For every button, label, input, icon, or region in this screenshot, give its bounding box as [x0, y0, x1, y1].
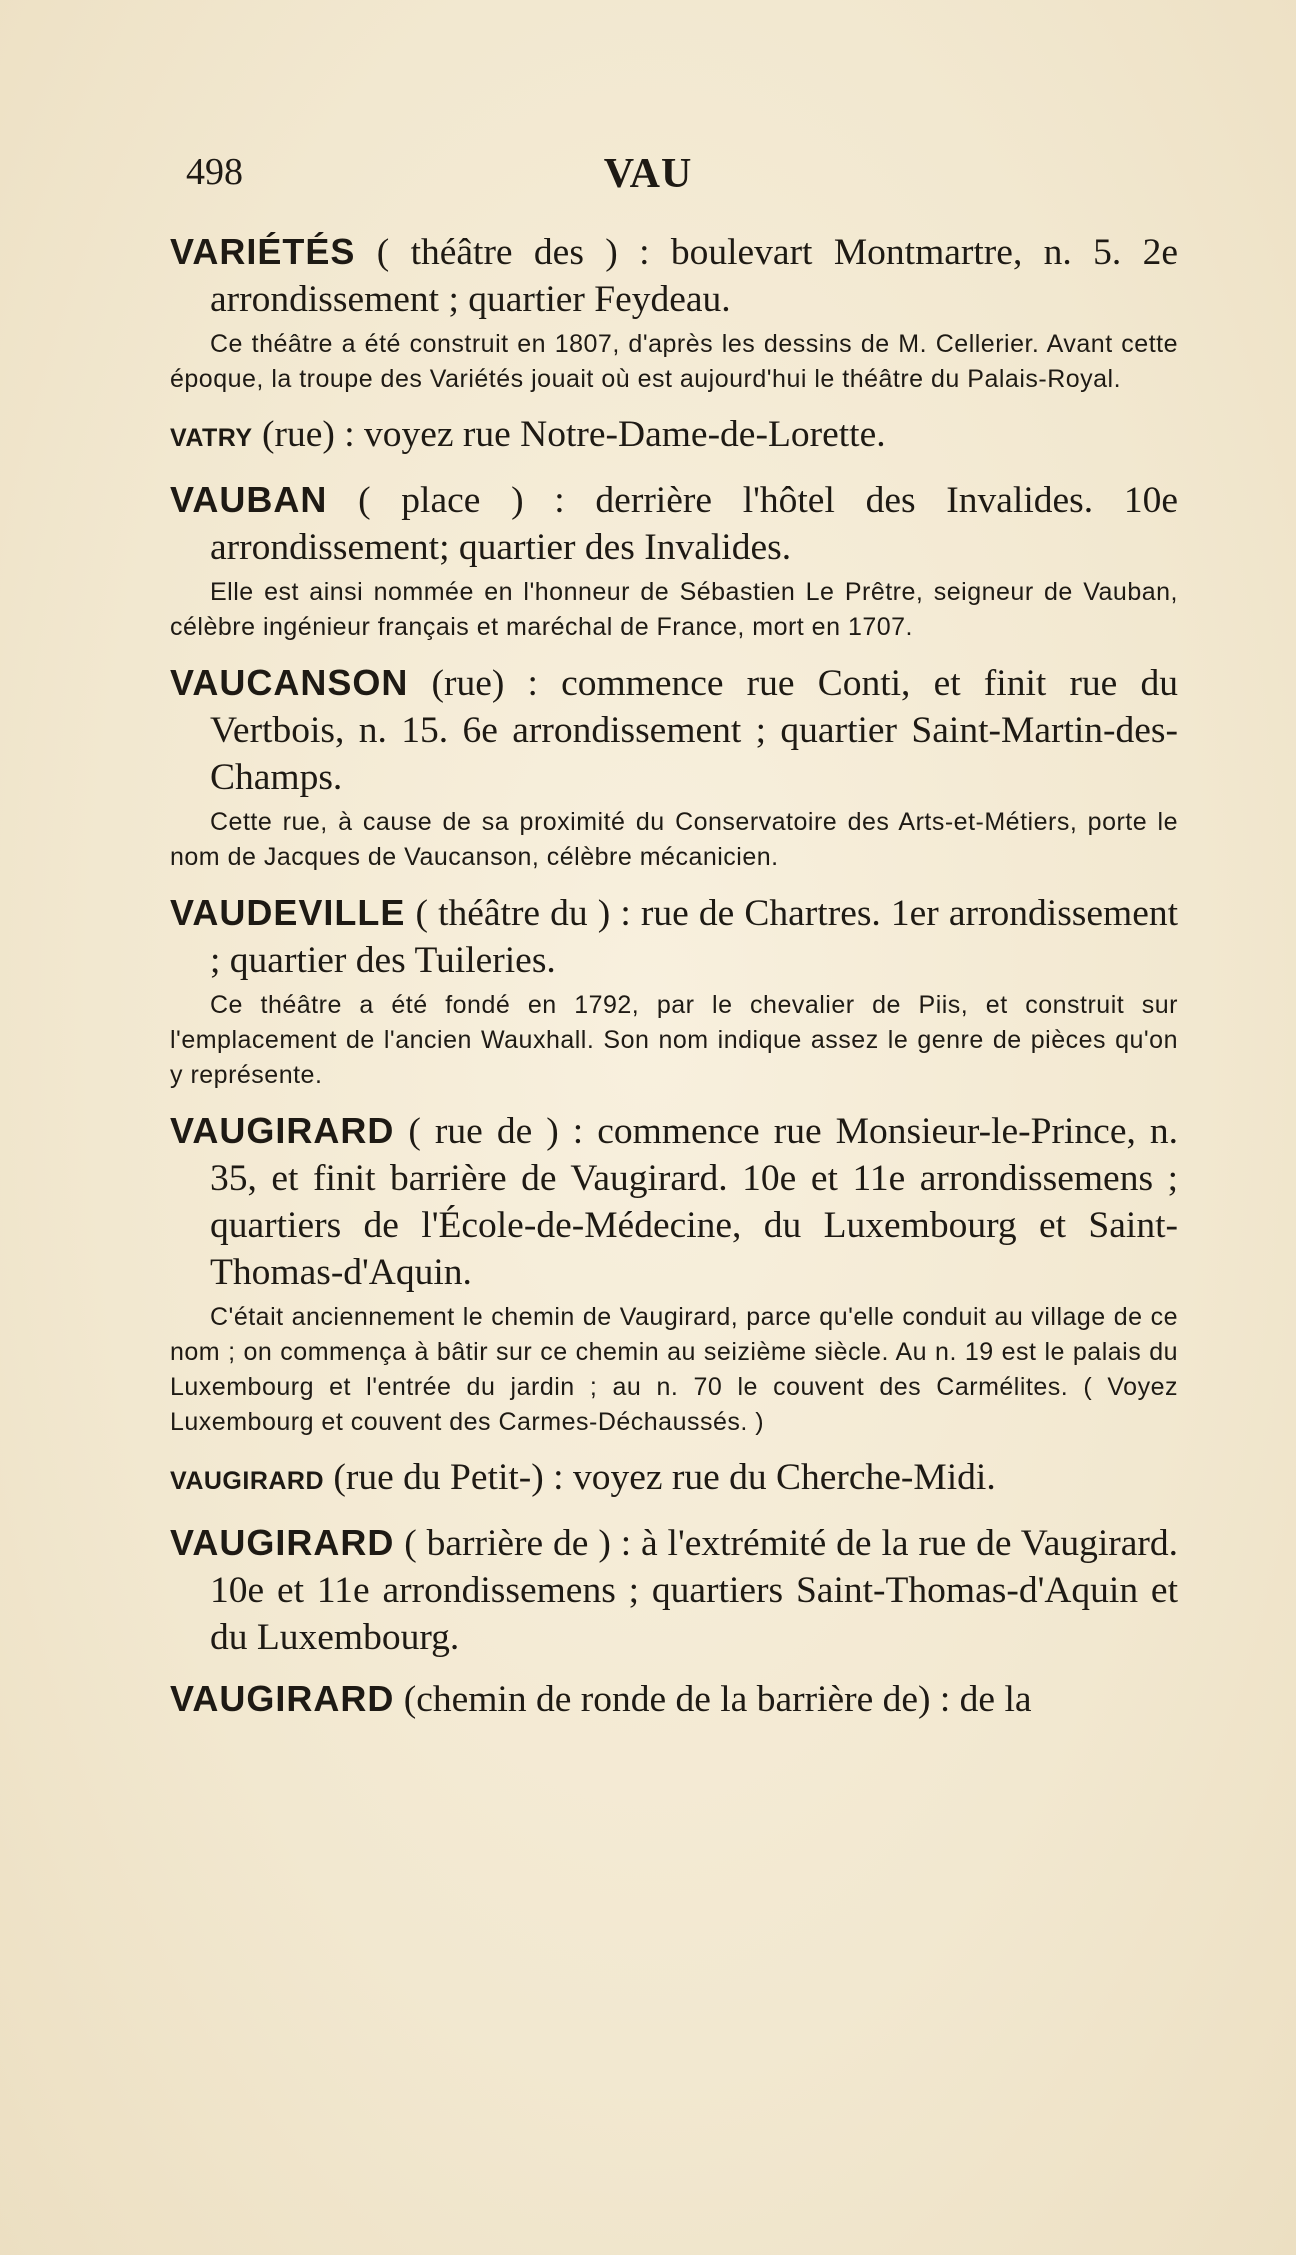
- entry-vaudeville: [170, 889, 1178, 1093]
- entry-main: [170, 659, 1178, 801]
- entry-vaugirard-petit: [170, 1454, 1178, 1505]
- entry-main: [170, 889, 1178, 984]
- entry-vaugirard-rue: [170, 1107, 1178, 1440]
- entry-main: [170, 1107, 1178, 1296]
- entry-vauban: [170, 476, 1178, 645]
- text-column: [170, 228, 1178, 1723]
- entry-headword: VAUGIRARD: [170, 1110, 395, 1151]
- entry-main: [170, 228, 1178, 323]
- entry-main: [170, 1675, 1178, 1723]
- entry-headword: VATRY: [170, 424, 253, 452]
- entry-note: Elle est ainsi nommée en l'honneur de Sébastien Le Prêtre, seigneur de Vauban, célèbre ingénieur français et maréchal de France, mort en 1707.: [170, 578, 1178, 641]
- page-number: 498: [186, 151, 243, 193]
- entry-text: (chemin de ronde de la barrière de) : de la: [403, 1679, 1032, 1720]
- entry-text: (rue) : voyez rue Notre-Dame-de-Lorette.: [261, 414, 886, 455]
- entry-headword: VAUGIRARD: [170, 1678, 395, 1719]
- entry-text: ( théâtre du ) : rue de Chartres. 1er arrondissement ; quartier des Tuileries.: [210, 893, 1179, 981]
- entry-varietes: [170, 228, 1178, 397]
- entry-text: ( rue de ) : commence rue Monsieur-le-Prince, n. 35, et finit barrière de Vaugirard. 10e et 11e arrondissemens ; quartiers de l'École-de-Médecine, du Luxembourg et Saint-Thomas-d'Aquin.: [210, 1111, 1179, 1293]
- entry-headword: VAUGIRARD: [170, 1467, 325, 1495]
- entry-note: C'était anciennement le chemin de Vaugirard, parce qu'elle conduit au village de ce nom ; on commença à bâtir sur ce chemin au seizième siècle. Au n. 19 est le palais du Luxembourg et l'entrée du jardin ; au n. 70 le couvent des Carmélites. ( Voyez Luxembourg et couvent des Carmes-Déchaussés. ): [170, 1303, 1178, 1436]
- entry-headword: VAUBAN: [170, 479, 328, 520]
- running-head-letters: VAU: [603, 151, 693, 197]
- entry-text: ( barrière de ) : à l'extrémité de la rue de Vaugirard. 10e et 11e arrondissemens ; quartiers Saint-Thomas-d'Aquin et du Luxembourg.: [210, 1523, 1179, 1658]
- entry-text: ( théâtre des ) : boulevart Montmartre, n. 5. 2e arrondissement ; quartier Feydeau.: [210, 232, 1179, 320]
- running-head: [174, 150, 1122, 200]
- entry-headword: VAUDEVILLE: [170, 892, 406, 933]
- entry-note: Cette rue, à cause de sa proximité du Conservatoire des Arts-et-Métiers, porte le nom de Jacques de Vaucanson, célèbre mécanicien.: [170, 808, 1178, 871]
- entry-text: ( place ) : derrière l'hôtel des Invalides. 10e arrondissement; quartier des Invalides.: [210, 480, 1178, 568]
- entry-note: Ce théâtre a été construit en 1807, d'après les dessins de M. Cellerier. Avant cette époque, la troupe des Variétés jouait où est aujourd'hui le théâtre du Palais-Royal.: [170, 330, 1178, 393]
- entry-headword: VARIÉTÉS: [170, 231, 356, 272]
- entry-text: (rue) : commence rue Conti, et finit rue du Vertbois, n. 15. 6e arrondissement ; quartier Saint-Martin-des-Champs.: [210, 663, 1178, 798]
- entry-note: Ce théâtre a été fondé en 1792, par le chevalier de Piis, et construit sur l'emplacement de l'ancien Wauxhall. Son nom indique assez le genre de pièces qu'on y représente.: [170, 991, 1178, 1089]
- entry-vatry: [170, 411, 1178, 462]
- entry-main: [170, 476, 1178, 571]
- entry-vaugirard-chemin: [170, 1675, 1178, 1723]
- entry-main: [170, 411, 1178, 462]
- entry-headword: VAUCANSON: [170, 662, 409, 703]
- entry-text: (rue du Petit-) : voyez rue du Cherche-Midi.: [333, 1457, 996, 1498]
- entry-vaugirard-barriere: [170, 1519, 1178, 1661]
- entry-headword: VAUGIRARD: [170, 1522, 395, 1563]
- entry-main: [170, 1519, 1178, 1661]
- entry-vaucanson: [170, 659, 1178, 875]
- entry-main: [170, 1454, 1178, 1505]
